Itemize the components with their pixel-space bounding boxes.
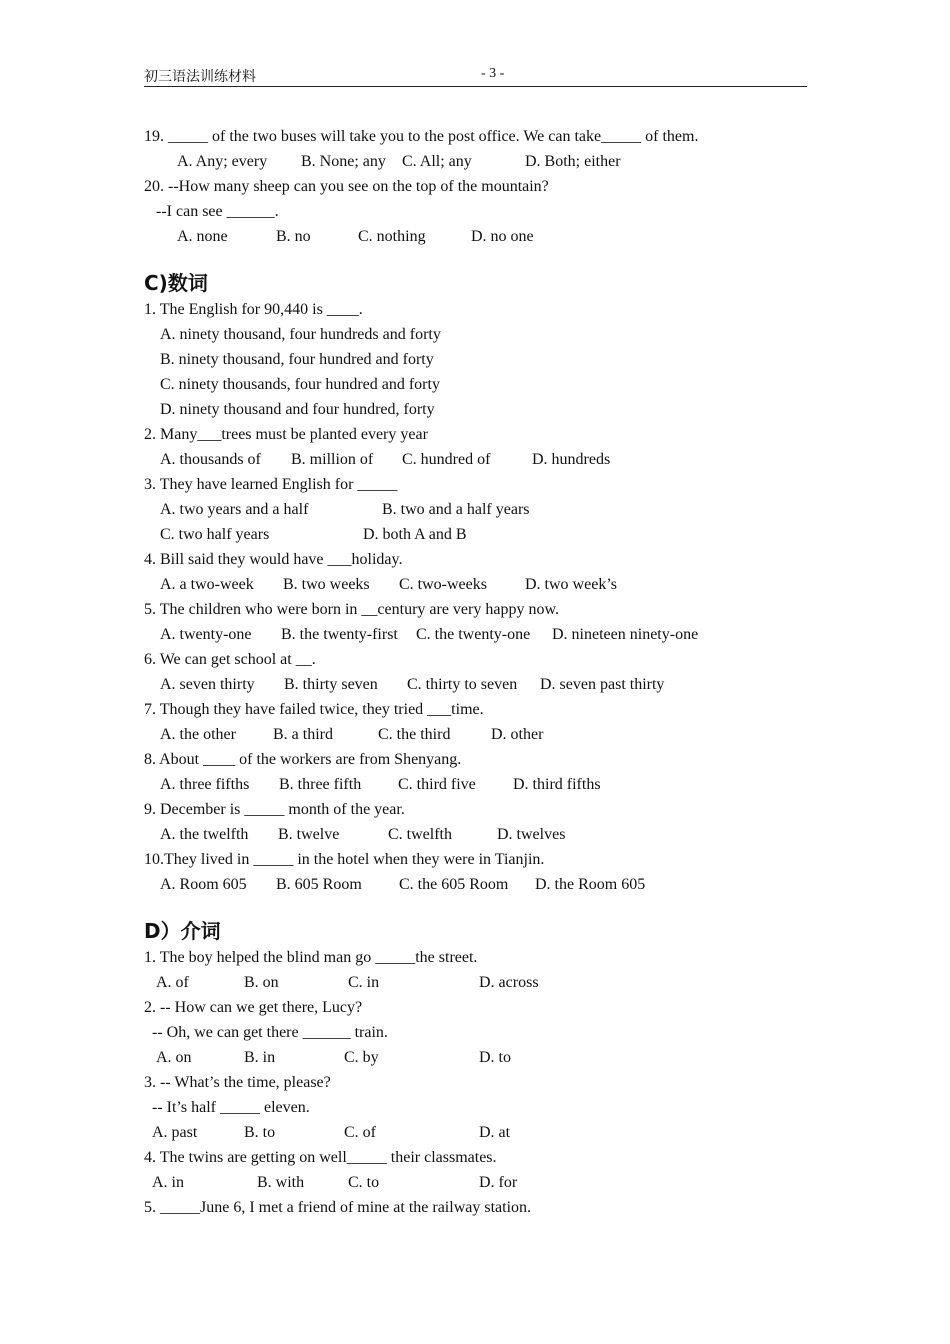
option-b: B. two and a half years bbox=[382, 501, 530, 518]
option-b: B. ninety thousand, four hundred and forty bbox=[160, 351, 434, 368]
question-stem: 7. Though they have failed twice, they tried ___time. bbox=[144, 701, 484, 718]
option-b: B. million of bbox=[291, 451, 374, 468]
option-b: B. in bbox=[244, 1049, 276, 1066]
option-row bbox=[144, 224, 844, 249]
question-stem: 1. The boy helped the blind man go _____the street. bbox=[144, 949, 478, 966]
option-c: C. in bbox=[348, 974, 380, 991]
option-b: B. no bbox=[276, 228, 311, 245]
option-b: B. a third bbox=[273, 726, 333, 743]
option-row bbox=[144, 872, 844, 897]
option-row bbox=[144, 1120, 844, 1145]
option-b: B. twelve bbox=[278, 826, 340, 843]
option-c: C. hundred of bbox=[402, 451, 491, 468]
option-d: D. both A and B bbox=[363, 526, 467, 543]
option-d: D. at bbox=[479, 1124, 511, 1141]
option-c: C. by bbox=[344, 1049, 379, 1066]
question-stem: 2. -- How can we get there, Lucy? bbox=[144, 999, 363, 1016]
option-a: A. thousands of bbox=[160, 451, 261, 468]
option-c: C. the third bbox=[378, 726, 451, 743]
option-a: A. the twelfth bbox=[160, 826, 249, 843]
option-row bbox=[144, 572, 844, 597]
option-d: D. across bbox=[479, 974, 539, 991]
option-c: C. two half years bbox=[160, 526, 270, 543]
question-stem: 2. Many___trees must be planted every year bbox=[144, 426, 428, 443]
option-b: B. to bbox=[244, 1124, 276, 1141]
option-d: D. no one bbox=[471, 228, 534, 245]
option-c: C. the 605 Room bbox=[399, 876, 509, 893]
option-a: A. of bbox=[156, 974, 189, 991]
question-stem: 6. We can get school at __. bbox=[144, 651, 316, 668]
option-c: C. nothing bbox=[358, 228, 426, 245]
question-reply: --I can see ______. bbox=[156, 203, 279, 220]
option-c: C. of bbox=[344, 1124, 376, 1141]
option-b: B. with bbox=[257, 1174, 305, 1191]
option-a: A. two years and a half bbox=[160, 501, 309, 518]
option-c: C. All; any bbox=[402, 153, 472, 170]
option-c: C. twelfth bbox=[388, 826, 452, 843]
question-stem: 5. _____June 6, I met a friend of mine at the railway station. bbox=[144, 1199, 532, 1216]
option-c: C. the twenty-one bbox=[416, 626, 531, 643]
option-b: B. three fifth bbox=[279, 776, 362, 793]
option-row bbox=[144, 772, 844, 797]
option-row bbox=[144, 522, 844, 547]
option-d: D. Both; either bbox=[525, 153, 621, 170]
option-d: D. ninety thousand and four hundred, forty bbox=[160, 401, 435, 418]
option-a: A. in bbox=[152, 1174, 184, 1191]
option-d: D. two week’s bbox=[525, 576, 617, 593]
option-a: A. three fifths bbox=[160, 776, 250, 793]
section-title-d: D）介词 bbox=[144, 919, 221, 943]
option-d: D. nineteen ninety-one bbox=[552, 626, 699, 643]
question-stem: 8. About ____ of the workers are from Shenyang. bbox=[144, 751, 462, 768]
question-stem: 9. December is _____ month of the year. bbox=[144, 801, 405, 818]
option-row bbox=[144, 672, 844, 697]
option-a: A. seven thirty bbox=[160, 676, 255, 693]
option-row bbox=[144, 149, 844, 174]
option-row bbox=[144, 970, 844, 995]
option-a: A. Any; every bbox=[177, 153, 268, 170]
option-row bbox=[144, 722, 844, 747]
header-title: 初三语法训练材料 bbox=[144, 70, 256, 85]
option-c: C. to bbox=[348, 1174, 380, 1191]
option-a: A. past bbox=[152, 1124, 198, 1141]
option-d: D. for bbox=[479, 1174, 518, 1191]
page-header bbox=[144, 66, 807, 87]
option-b: B. two weeks bbox=[283, 576, 370, 593]
option-d: D. twelves bbox=[497, 826, 566, 843]
question-stem: 5. The children who were born in __century are very happy now. bbox=[144, 601, 559, 618]
option-d: D. seven past thirty bbox=[540, 676, 665, 693]
option-a: A. Room 605 bbox=[160, 876, 247, 893]
question-stem: 4. The twins are getting on well_____ their classmates. bbox=[144, 1149, 497, 1166]
page-number: - 3 - bbox=[481, 66, 505, 81]
option-d: D. other bbox=[491, 726, 544, 743]
option-a: A. a two-week bbox=[160, 576, 254, 593]
question-reply: -- It’s half _____ eleven. bbox=[152, 1099, 310, 1116]
question-stem: 3. -- What’s the time, please? bbox=[144, 1074, 331, 1091]
option-d: D. the Room 605 bbox=[535, 876, 646, 893]
option-row bbox=[144, 1170, 844, 1195]
option-c: C. thirty to seven bbox=[407, 676, 518, 693]
section-title-c: C)数词 bbox=[144, 271, 208, 295]
option-row bbox=[144, 497, 844, 522]
option-b: B. 605 Room bbox=[276, 876, 362, 893]
option-c: C. third five bbox=[398, 776, 476, 793]
option-b: B. on bbox=[244, 974, 279, 991]
option-a: A. the other bbox=[160, 726, 236, 743]
option-a: A. none bbox=[177, 228, 228, 245]
question-stem: 3. They have learned English for _____ bbox=[144, 476, 398, 493]
option-a: A. twenty-one bbox=[160, 626, 252, 643]
option-row bbox=[144, 622, 844, 647]
question-reply: -- Oh, we can get there ______ train. bbox=[152, 1024, 388, 1041]
option-c: C. ninety thousands, four hundred and forty bbox=[160, 376, 440, 393]
question-stem: 20. --How many sheep can you see on the top of the mountain? bbox=[144, 178, 549, 195]
option-row bbox=[144, 447, 844, 472]
exercise-content bbox=[144, 124, 844, 1220]
question-stem: 4. Bill said they would have ___holiday. bbox=[144, 551, 403, 568]
option-row bbox=[144, 822, 844, 847]
question-stem: 1. The English for 90,440 is ____. bbox=[144, 301, 363, 318]
option-a: A. on bbox=[156, 1049, 192, 1066]
option-d: D. hundreds bbox=[532, 451, 611, 468]
option-row bbox=[144, 1045, 844, 1070]
option-d: D. to bbox=[479, 1049, 511, 1066]
option-d: D. third fifths bbox=[513, 776, 601, 793]
option-b: B. the twenty-first bbox=[281, 626, 398, 643]
option-b: B. thirty seven bbox=[284, 676, 378, 693]
option-a: A. ninety thousand, four hundreds and forty bbox=[160, 326, 441, 343]
option-b: B. None; any bbox=[301, 153, 386, 170]
question-stem: 10.They lived in _____ in the hotel when they were in Tianjin. bbox=[144, 851, 545, 868]
option-c: C. two-weeks bbox=[399, 576, 487, 593]
question-stem: 19. _____ of the two buses will take you to the post office. We can take_____ of them. bbox=[144, 128, 699, 145]
